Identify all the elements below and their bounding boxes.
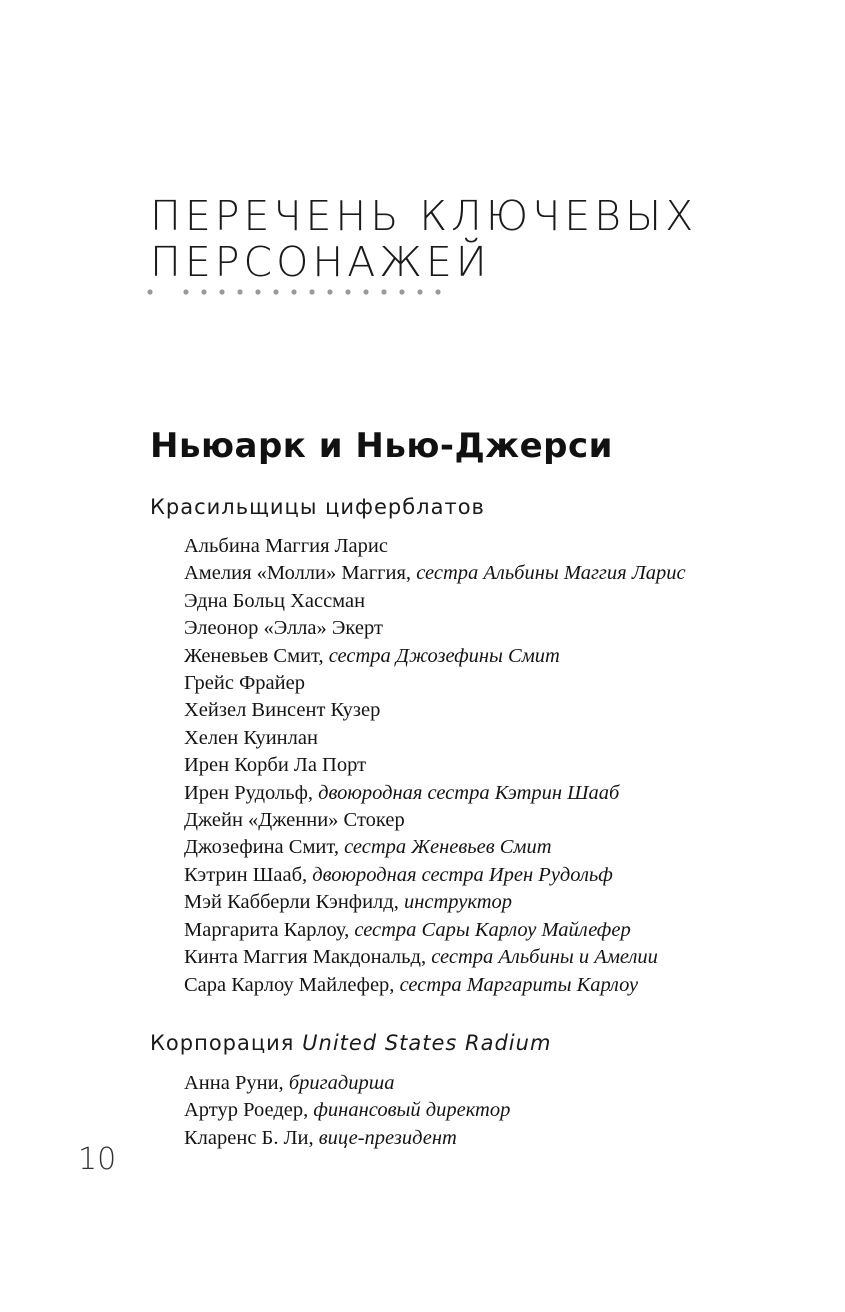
person-note: сестра Альбины и Амелии xyxy=(431,946,658,969)
list-item xyxy=(184,752,686,779)
list-item xyxy=(184,972,686,999)
list-item xyxy=(184,862,686,889)
list-item xyxy=(184,1070,510,1097)
person-name: Мэй Кабберли Кэнфилд, xyxy=(184,891,399,914)
list-item xyxy=(184,533,686,560)
person-name: Хейзел Винсент Кузер xyxy=(184,699,381,722)
dial-painters-list xyxy=(184,533,686,999)
list-item xyxy=(184,917,686,944)
list-item xyxy=(184,697,686,724)
person-name: Артур Роедер, xyxy=(184,1099,309,1122)
person-name: Эдна Больц Хассман xyxy=(184,589,366,612)
person-name: Анна Руни, xyxy=(184,1072,284,1094)
person-note: сестра Женевьев Смит xyxy=(344,836,552,859)
person-note: двоюродная сестра Кэтрин Шааб xyxy=(318,781,620,804)
person-name: Хелен Куинлан xyxy=(184,726,318,749)
person-name: Грейс Фрайер xyxy=(184,672,305,695)
page-title-line-2: ПЕРСОНАЖЕЙ xyxy=(150,238,491,286)
list-item xyxy=(184,889,686,916)
person-name: Маргарита Карлоу, xyxy=(184,918,350,941)
list-item xyxy=(184,780,686,807)
list-item xyxy=(184,807,686,834)
person-name: Кларенс Б. Ли, xyxy=(184,1126,314,1149)
list-item xyxy=(184,588,686,615)
person-note: двоюродная сестра Ирен Рудольф xyxy=(312,863,613,886)
list-item xyxy=(184,670,686,697)
corporation-heading-name: United States Radium xyxy=(302,1031,552,1055)
list-item xyxy=(184,615,686,642)
corporation-heading-prefix: Корпорация xyxy=(150,1031,295,1055)
dotted-divider xyxy=(146,287,446,297)
corporation-list xyxy=(184,1070,510,1152)
person-name: Джозефина Смит, xyxy=(184,836,339,859)
list-item xyxy=(184,1125,510,1152)
page-number: 10 xyxy=(78,1142,117,1177)
person-name: Кинта Маггия Макдональд, xyxy=(184,946,427,969)
person-note: инструктор xyxy=(403,891,512,914)
person-name: Элеонор «Элла» Экерт xyxy=(184,617,383,640)
person-note: сестра Сары Карлоу Майлефер xyxy=(354,918,631,941)
list-item xyxy=(184,944,686,971)
person-note: вице-президент xyxy=(318,1126,457,1149)
person-name: Женевьев Смит, xyxy=(184,644,324,667)
person-name: Джейн «Дженни» Стокер xyxy=(184,809,405,832)
person-name: Альбина Маггия Ларис xyxy=(184,535,388,557)
person-name: Ирен Корби Ла Порт xyxy=(184,754,367,777)
list-item xyxy=(184,725,686,752)
list-item xyxy=(184,1097,510,1124)
person-note: финансовый директор xyxy=(313,1099,511,1122)
person-note: сестра Джозефины Смит xyxy=(328,644,560,667)
person-note: сестра Альбины Маггия Ларис xyxy=(416,562,686,585)
page-title xyxy=(150,193,697,285)
list-item xyxy=(184,560,686,587)
list-item xyxy=(184,643,686,670)
person-note: бригадирша xyxy=(288,1072,395,1094)
person-name: Сара Карлоу Майлефер, xyxy=(184,973,395,996)
person-note: сестра Маргариты Карлоу xyxy=(399,973,639,996)
list-item xyxy=(184,834,686,861)
corporation-heading xyxy=(150,1029,551,1057)
dial-painters-heading: Красильщицы циферблатов xyxy=(150,495,485,519)
person-name: Ирен Рудольф, xyxy=(184,781,314,804)
person-name: Кэтрин Шааб, xyxy=(184,863,308,886)
page-title-line-1: ПЕРЕЧЕНЬ КЛЮЧЕВЫХ xyxy=(150,192,698,240)
section-heading: Ньюарк и Нью-Джерси xyxy=(150,426,613,466)
person-name: Амелия «Молли» Маггия, xyxy=(184,562,412,585)
